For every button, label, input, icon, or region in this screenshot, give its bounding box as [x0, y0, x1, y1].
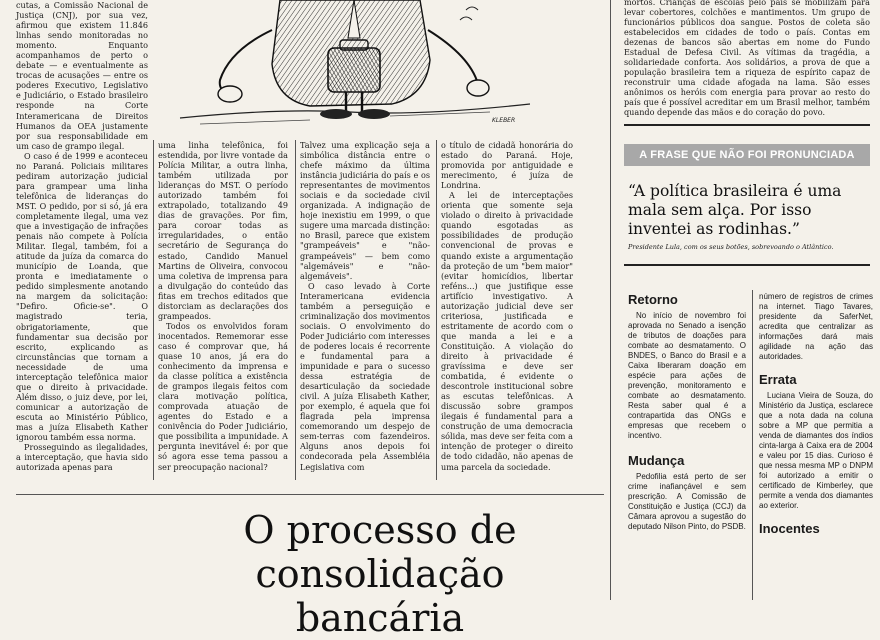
article-column-4 [441, 140, 573, 472]
note-heading-retorno: Retorno [628, 292, 678, 307]
column-divider [153, 140, 154, 480]
article-paragraph: Prosseguindo as ilegalidades, a interceptação, que havia sido autorizada apenas para [16, 442, 148, 473]
note-heading-mudanca: Mudança [628, 453, 685, 468]
article-paragraph: Talvez uma explicação seja a simbólica distância entre o chefe máximo da última instância judiciária do país e os representantes de movimentos sociais e da sociedade civil organizada. A indignação de hoje inexistiu em 1999, o que sugere uma marcada distinção: no Brasil, parece que existem "grampeáveis" e "não-grampeáveis" — bem como "algemáveis" e "não-algemáveis". [300, 140, 430, 281]
article-column-2 [158, 140, 288, 472]
headline-line-2: consolidação bancária [255, 552, 505, 640]
right-rule-mid [624, 264, 870, 266]
note-retorno [628, 292, 746, 441]
section-divider [610, 0, 611, 600]
article-paragraph: o título de cidadã honorária do estado do Paraná. Hoje, promovida por antiguidade e merecimento, é juíza de Londrina. [441, 140, 573, 191]
note-inocentes [759, 521, 873, 536]
article-paragraph: cutas, a Comissão Nacional de Justiça (CNJ), por sua vez, afirmou que existem 11.846 linhas sendo monitoradas no momento. Enquanto acompanhamos de perto o debate — e eventualmente as trocas de acusações — entre os poderes Executivo, Legislativo e Judiciário, o Estado brasileiro responde na Corte Interamericana de Direitos Humanos da OEA justamente por sua responsabilidade em um caso de grampo ilegal. [16, 0, 148, 151]
article-paragraph: A lei de interceptações orienta que somente seja violado o direito à privacidade quando esgotadas as possibilidades de produção convencional de provas e quando existe a argumentação da proteção de um "bem maior" (evitar homicídios, libertar reféns...) que justifique esse artifício investigativo. A autorização judicial deve ser criteriosa, justificada e estritamente de acordo com o que manda a lei e a Constituição. A violação do direito à privacidade é gravíssima e deve ser combatida, é evidente o descontrole institucional sobre as escutas telefônicas. A discussão sobre grampos ilegais é fundamental para a construção de uma democracia sólida, mas deve ser feita com a intenção de proteger o direito de todo cidadão, não apenas de uma parcela da sociedade. [441, 190, 573, 472]
article-paragraph: uma linha telefônica, foi estendida, por livre vontade da Polícia Militar, a outra linha, também utilizada por lideranças do MST. O período autorizado também foi extrapolado, totalizando 49 dias de gravações. Por fim, para coroar todas as irregularidades, o então secretário de Segurança do estado, Candido Manuel Martins de Oliveira, convocou uma coletiva de imprensa para a divulgação do conteúdo das fitas em trechos editados que distorciam as declarações dos grampeados. [158, 140, 288, 321]
article-paragraph: Todos os envolvidos foram inocentados. Rememorar esse caso é comprovar que, há quase 10 anos, já era do conhecimento da imprensa e da classe política a existência de grampos ilegais feitos com clara motivação política, comprovada atuação de agentes do Estado e a conivência do Poder Judiciário, que possibilita a impunidade. A pergunta inevitável é: por que só agora esse tema passou a ser preocupação nacional? [158, 320, 288, 472]
frase-quote: “A política brasileira é uma mala sem alça. Por isso inventei as rodinhas.” [628, 182, 842, 238]
note-text-mudanca: Pedofilia está perto de ser crime inafiançável e sem prescrição. A Comissão de Constituição e Justiça (CCJ) da Câmara aprovou a sugestão do deputado Nilson Pinto, do PSDB. [628, 472, 746, 531]
notes-right-column [759, 292, 873, 536]
article-paragraph: O caso é de 1999 e aconteceu no Paraná. Policiais militares pediram autorização judicial para grampear uma linha telefônica de lideranças do MST. O pedido, por si só, já era completamente ilegal, uma vez que a investigação de infrações penais não compete à Polícia Militar. Ilegal, também, foi a atitude da juíza da comarca do município de Loanda, que pronta e imediatamente o pedido simplesmente anotando na margem da solicitação: "Defiro. Oficie-se". O magistrado teria, obrigatoriamente, que fundamentar sua decisão por escrito, explicando as circunstâncias que tornam a necessidade de uma interceptação telefônica maior que o direito à privacidade. Além disso, o juiz deve, por lei, comunicar a autorização de escuta ao Ministério Público, mas a juíza Elisabeth Kather ignorou também essa norma. [16, 150, 148, 443]
note-heading-inocentes: Inocentes [759, 521, 820, 536]
column-divider [295, 140, 296, 480]
cartoon-signature: KLEBER [492, 117, 516, 124]
article-bottom-rule [16, 494, 604, 495]
frase-banner: A FRASE QUE NÃO FOI PRONUNCIADA [624, 144, 870, 166]
article-column-3 [300, 140, 430, 472]
notes-divider [752, 290, 753, 600]
notes-left-column [628, 292, 746, 532]
frase-attribution: Presidente Lula, com os seus botões, sobrevoando o Atlântico. [628, 243, 834, 251]
cartoon-illustration [160, 0, 540, 132]
note-text-continued: número de registros de crimes na internet. Tiago Tavares, presidente da SaferNet, acredita que centralizar as informações dará mais agilidade na ação das autoridades. [759, 292, 873, 361]
note-text-retorno: No início de novembro foi aprovada no Senado a isenção de tributos de doações para combate ao desmatamento. O BNDES, o Banco do Brasil e a Caixa liberaram doação em espécie para ações de prevenção, monitoramento e combate ao desmatamento. Resta saber qual é a contrapartida das ONGs e empresas que recebem o incentivo. [628, 311, 746, 440]
note-mudanca [628, 453, 746, 532]
article-column-1 [16, 0, 148, 472]
note-heading-errata: Errata [759, 372, 797, 387]
column-divider [436, 140, 437, 480]
article-paragraph: O caso levado à Corte Interamericana evidencia também a perseguição e criminalização dos movimentos sociais. O envolvimento do Poder Judiciário com interesses de poderes locais é recorrente e fundamental para a impunidade e para o sucesso dessa estratégia de desarticulação da sociedade civil. A juíza Elisabeth Kather, por exemplo, é aquela que foi flagrada pela imprensa comemorando um despejo de sem-terras com fazendeiros. Alguns anos depois foi condecorada pela Assembléia Legislativa com [300, 280, 430, 472]
headline-line-1: O processo de [243, 508, 517, 552]
note-text-errata: Luciana Vieira de Souza, do Ministério da Justiça, esclarece que a nota dada na coluna sobre a MP que permitia a venda de diamantes dos índios cinta-larga à Caixa era de 2004 e valeu por 15 dias. Curioso é que nessa mesma MP o DNPM foi autorizado a emitir o certificado de Kimberley, que permite a venda dos diamantes ao exterior. [759, 391, 873, 510]
right-rule-top [624, 124, 870, 126]
article-headline [180, 508, 580, 640]
top-right-paragraph: mortos. Crianças de escolas pelo país se mobilizam para levar cobertores, colchões e mantimentos. Um grupo de funcionários públicos doa sangue. Postos de coleta são estabelecidos em cidades de todo o país. Contas em dezenas de bancos são abertas em nome do Fundo Estadual de Defesa Civil. As vítimas da tragédia, a solidariedade conforta. Aos solidários, a prova de que a população brasileira tem a riqueza de espírito capaz de reconstruir uma cidade afogada na lama. São esses anônimos os heróis com energia para provar ao resto do país que é possível acreditar em um Brasil melhor, também quando depende das mãos e do coração do povo. [624, 0, 870, 117]
note-errata [759, 372, 873, 511]
